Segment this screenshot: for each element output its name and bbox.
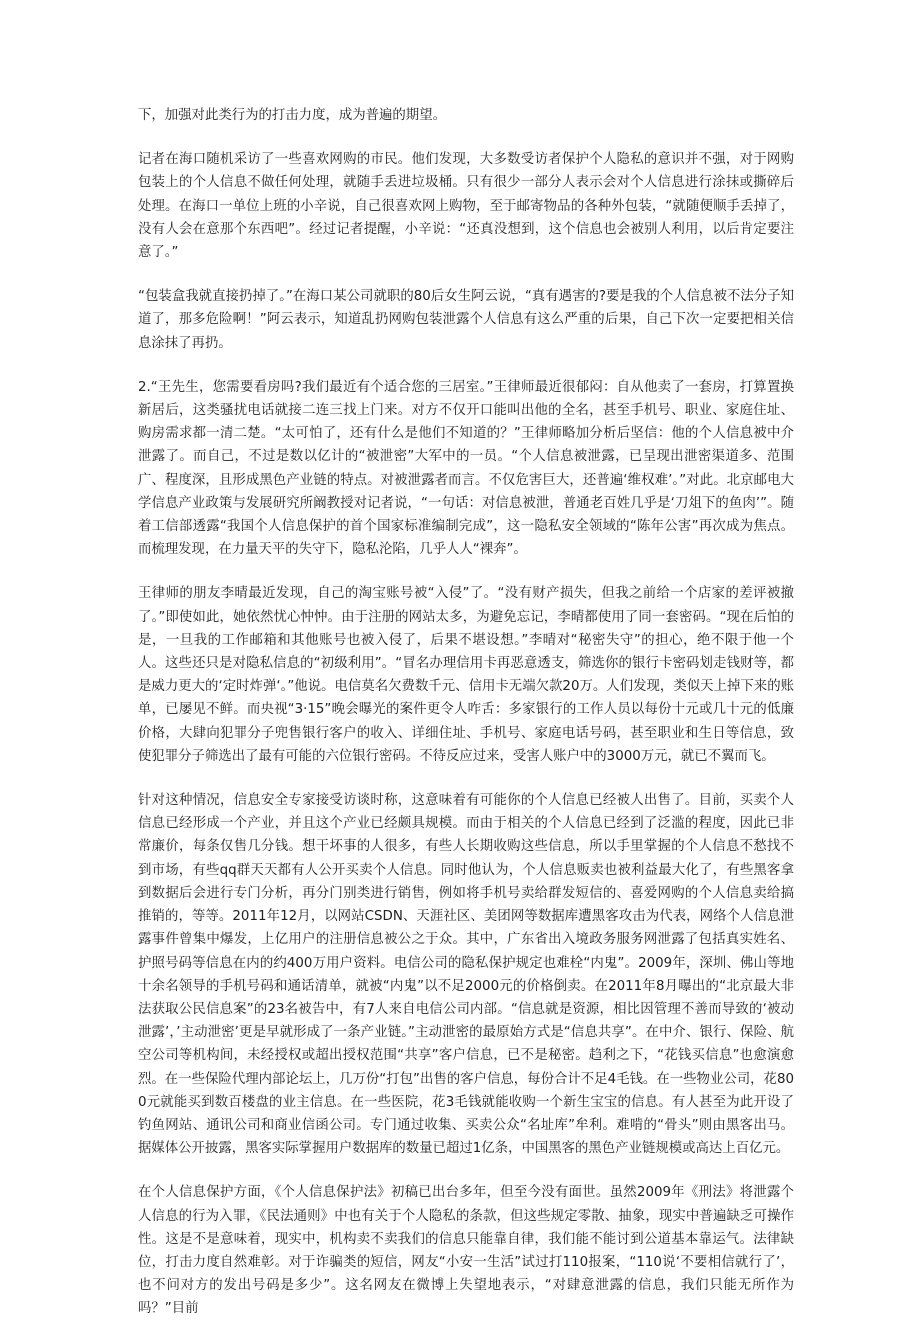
paragraph: “包装盒我就直接扔掉了。”在海口某公司就职的80后女生阿云说，“真有遇害的?要是我的个人信息被不法分子知道了，那多危险啊！”阿云表示，知道乱扔网购包装泄露个人信息有这么严重的后果，自己下次一定要把相关信息涂抹了再扔。 — [138, 289, 794, 351]
paragraph: 在个人信息保护方面，《个人信息保护法》初稿已出台多年，但至今没有面世。虽然2009年《刑法》将泄露个人信息的行为入罪，《民法通则》中也有关于个人隐私的条款，但这些规定零散、抽象，现实中普遍缺乏可操作性。这是不是意味着，现实中，机构卖不卖我们的信息只能靠自律，我们能不能讨到公道基本靠运气。法律缺位，打击力度自然难彰。对于诈骗类的短信，网友“小安一生活”试过打110报案，“110说‘不要相信就行了’，也不问对方的发出号码是多少”。这名网友在微博上失望地表示，“对肆意泄露的信息，我们只能无所作为吗？”目前 — [138, 1185, 794, 1317]
paragraph: 针对这种情况，信息安全专家接受访谈时称，这意味着有可能你的个人信息已经被人出售了。目前，买卖个人信息已经形成一个产业，并且这个产业已经颇具规模。而由于相关的个人信息已经到了泛滥的程度，因此已非常廉价，每条仅售几分钱。想干坏事的人很多，有些人长期收购这些信息，所以手里掌握的个人信息不愁找不到市场，有些qq群天天都有人公开买卖个人信息。同时他认为，个人信息贩卖也被利益最大化了，有些黑客拿到数据后会进行专门分析，再分门别类进行销售，例如将手机号卖给群发短信的、喜爱网购的个人信息卖给搞推销的，等等。2011年12月，以网站CSDN、天涯社区、美团网等数据库遭黑客攻击为代表，网络个人信息泄露事件曾集中爆发，上亿用户的注册信息被公之于众。其中，广东省出入境政务服务网泄露了包括真实姓名、护照号码等信息在内的约400万用户资料。电信公司的隐私保护规定也难栓“内鬼”。2009年，深圳、佛山等地十余名领导的手机号码和通话清单，就被“内鬼”以不足2000元的价格倒卖。在2011年8月曝出的“北京最大非法获取公民信息案”的23名被告中，有7人来自电信公司内部。“信息就是资源，相比因管理不善而导致的‘被动泄露’，’主动泄密’更是早就形成了一条产业链。”主动泄密的最原始方式是“信息共享”。在中介、银行、保险、航空公司等机构间，未经授权或超出授权范围“共享”客户信息，已不是秘密。趋利之下，“花钱买信息”也愈演愈烈。在一些保险代理内部论坛上，几万份“打包”出售的客户信息，每份合计不足4毛钱。在一些物业公司，花800元就能买到数百楼盘的业主信息。在一些医院，花3毛钱就能收购一个新生宝宝的信息。有人甚至为此开设了钓鱼网站、通讯公司和商业信函公司。专门通过收集、买卖公众“名址库”牟利。难啃的“骨头”则由黑客出马。据媒体公开披露，黑客实际掌握用户数据库的数量已超过1亿条，中国黑客的黑色产业链规模或高达上百亿元。 — [138, 793, 794, 1157]
document-body — [138, 104, 794, 1342]
paragraph: 王律师的朋友李晴最近发现，自己的淘宝账号被“入侵”了。“没有财产损失，但我之前给一个店家的差评被撤了。”即使如此，她依然忧心忡忡。由于注册的网站太多，为避免忘记，李晴都使用了同一套密码。“现在后怕的是，一旦我的工作邮箱和其他账号也被入侵了，后果不堪设想。”李晴对“秘密失守”的担心，绝不限于他一个人。这些还只是对隐私信息的“初级利用”。“冒名办理信用卡再恶意透支，筛选你的银行卡密码划走钱财等，都是威力更大的‘定时炸弹‘。”他说。电信莫名欠费数千元、信用卡无端欠款20万。人们发现，类似天上掉下来的账单，已屡见不鲜。而央视“3·15”晚会曝光的案件更令人咋舌：多家银行的工作人员以每份十元或几十元的低廉价格，大肆向犯罪分子兜售银行客户的收入、详细住址、手机号、家庭电话号码，甚至职业和生日等信息，致使犯罪分子筛选出了最有可能的六位银行密码。不待反应过来，受害人账户中的3000万元，就已不翼而飞。 — [138, 586, 794, 764]
paragraph: 下，加强对此类行为的打击力度，成为普遍的期望。 — [138, 108, 446, 123]
paragraph: 2.“王先生，您需要看房吗?我们最近有个适合您的三居室。”王律师最近很郁闷：自从他卖了一套房，打算置换新居后，这类骚扰电话就接二连三找上门来。对方不仅开口能叫出他的全名，甚至手机号、职业、家庭住址、购房需求都一清二楚。“太可怕了，还有什么是他们不知道的？”王律师略加分析后坚信：他的个人信息被中介泄露了。而自己，不过是数以亿计的“被泄密”大军中的一员。“个人信息被泄露，已呈现出泄密渠道多、范围广、程度深，且形成黑色产业链的特点。对被泄露者而言。不仅危害巨大，还普遍‘维权难’。”对此。北京邮电大学信息产业政策与发展研究所阚教授对记者说，“一句话：对信息被泄，普通老百姓几乎是‘刀俎下的鱼肉’”。随着工信部透露“我国个人信息保护的首个国家标准编制完成”，这一隐私安全领域的“陈年公害”再次成为焦点。而梳理发现，在力量天平的失守下，隐私沦陷，几乎人人“裸奔”。 — [138, 379, 794, 558]
paragraph: 记者在海口随机采访了一些喜欢网购的市民。他们发现，大多数受访者保护个人隐私的意识并不强，对于网购包装上的个人信息不做任何处理，就随手丢进垃圾桶。只有很少一部分人表示会对个人信息进行涂抹或撕碎后处理。在海口一单位上班的小辛说，自己很喜欢网上购物，至于邮寄物品的各种外包装，“就随便顺手丢掉了，没有人会在意那个东西吧”。经过记者提醒，小辛说：“还真没想到，这个信息也会被别人利用，以后肯定要注意了。” — [138, 152, 794, 261]
